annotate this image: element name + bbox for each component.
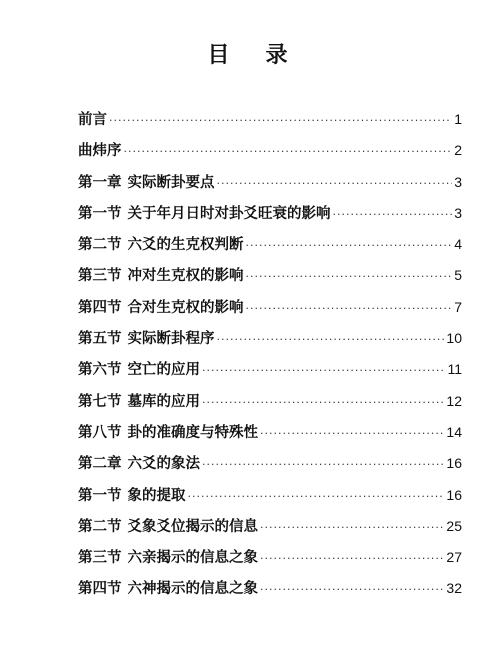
toc-entry-page-number: 1 — [454, 111, 462, 127]
dot-leader — [202, 449, 444, 480]
toc-entry-page-number: 14 — [446, 423, 462, 440]
toc-entry-page-number: 12 — [446, 392, 462, 409]
toc-entry-title: 关于年月日时对卦爻旺衰的影响 — [127, 204, 331, 222]
dot-leader — [246, 261, 453, 292]
dot-leader — [217, 168, 453, 199]
dot-leader — [202, 355, 445, 386]
toc-entry-chapter: 第一章 — [78, 173, 122, 191]
toc-entry-label — [78, 542, 258, 573]
toc-entry-chapter: 第八节 — [78, 423, 122, 441]
dot-leader — [260, 512, 444, 543]
toc-entry-page-number: 32 — [446, 580, 462, 597]
toc-entry-label — [78, 386, 200, 417]
toc-entry-label — [78, 573, 258, 604]
toc-entry-title: 合对生克权的影响 — [127, 298, 244, 316]
toc-entry-title: 实际断卦程序 — [127, 330, 215, 348]
dot-leader — [260, 574, 444, 605]
toc-entry-chapter: 第四节 — [78, 580, 122, 598]
dot-leader — [246, 293, 453, 324]
toc-entry-label — [78, 292, 244, 323]
toc-entry[interactable] — [78, 198, 462, 229]
toc-entry[interactable] — [78, 167, 462, 198]
toc-entry[interactable] — [78, 511, 462, 542]
toc-entry-label — [78, 260, 244, 291]
toc-entry-title: 卦的准确度与特殊性 — [127, 423, 258, 441]
toc-entry-title: 象的提取 — [127, 486, 186, 504]
toc-entry-title: 六亲揭示的信息之象 — [127, 549, 258, 567]
page-title — [0, 38, 497, 69]
toc-entry[interactable] — [78, 480, 462, 511]
toc-entry-chapter: 第一节 — [78, 486, 122, 504]
toc-entry-page-number: 3 — [454, 204, 462, 221]
toc-entry-title: 前言 — [78, 111, 107, 128]
toc-entry-chapter: 第二节 — [78, 517, 122, 535]
toc-entry-page-number: 5 — [454, 267, 462, 284]
toc-entry-label — [78, 480, 186, 511]
dot-leader — [260, 418, 444, 449]
toc-entry-label — [78, 511, 258, 542]
dot-leader — [260, 543, 444, 574]
toc-entry[interactable] — [78, 542, 462, 573]
toc-entry-page-number: 16 — [446, 455, 462, 472]
toc-entry[interactable] — [78, 386, 462, 417]
toc-entry[interactable] — [78, 104, 462, 135]
toc-entry-label — [78, 198, 331, 229]
toc-entry-chapter: 第四节 — [78, 298, 122, 316]
table-of-contents — [78, 104, 462, 605]
toc-entry-title: 冲对生克权的影响 — [127, 267, 244, 285]
toc-entry[interactable] — [78, 448, 462, 479]
toc-entry-chapter: 第三节 — [78, 549, 122, 567]
toc-entry[interactable] — [78, 229, 462, 260]
toc-entry-title: 六爻的生克权判断 — [127, 236, 244, 254]
dot-leader — [246, 230, 453, 261]
toc-entry-page-number: 7 — [454, 298, 462, 315]
toc-entry-title: 曲炜序 — [78, 142, 122, 160]
toc-entry[interactable] — [78, 573, 462, 604]
toc-entry[interactable] — [78, 135, 462, 166]
toc-entry-chapter: 第七节 — [78, 392, 122, 410]
toc-entry-chapter: 第三节 — [78, 267, 122, 285]
toc-entry-label — [78, 104, 107, 135]
toc-entry-title: 六神揭示的信息之象 — [127, 580, 258, 598]
toc-entry-label — [78, 448, 200, 479]
toc-entry-chapter: 第二章 — [78, 455, 122, 473]
toc-entry-page-number: 16 — [446, 486, 462, 503]
toc-entry-page-number: 25 — [446, 517, 462, 534]
toc-entry[interactable] — [78, 354, 462, 385]
toc-entry-chapter: 第二节 — [78, 236, 122, 254]
toc-entry-title: 爻象爻位揭示的信息 — [127, 517, 258, 535]
toc-entry-label — [78, 167, 215, 198]
dot-leader — [217, 324, 445, 355]
toc-entry-title: 六爻的象法 — [127, 455, 200, 473]
toc-entry-page-number: 11 — [447, 361, 462, 378]
toc-entry-page-number: 3 — [454, 173, 462, 190]
toc-entry-page-number: 27 — [446, 549, 462, 566]
toc-entry-label — [78, 354, 200, 385]
dot-leader — [188, 481, 445, 512]
toc-entry-label — [78, 135, 122, 166]
page-title-char-1: 目 — [207, 42, 232, 68]
toc-entry-title: 墓库的应用 — [127, 392, 200, 410]
toc-entry-label — [78, 323, 215, 354]
page-title-char-2: 录 — [265, 42, 290, 68]
toc-entry-title: 空亡的应用 — [127, 361, 200, 379]
toc-entry[interactable] — [78, 417, 462, 448]
toc-entry-chapter: 第一节 — [78, 204, 122, 222]
toc-entry-title: 实际断卦要点 — [127, 173, 215, 191]
toc-entry-page-number: 4 — [454, 236, 462, 253]
dot-leader — [202, 387, 444, 418]
toc-entry[interactable] — [78, 292, 462, 323]
toc-entry[interactable] — [78, 323, 462, 354]
dot-leader — [333, 199, 453, 230]
toc-entry-label — [78, 229, 244, 260]
toc-entry-page-number: 10 — [446, 330, 462, 347]
toc-entry-label — [78, 417, 258, 448]
toc-entry[interactable] — [78, 260, 462, 291]
toc-entry-chapter: 第六节 — [78, 361, 122, 379]
toc-entry-page-number: 2 — [454, 142, 462, 159]
dot-leader — [124, 136, 453, 167]
toc-entry-chapter: 第五节 — [78, 330, 122, 348]
dot-leader — [109, 105, 452, 136]
